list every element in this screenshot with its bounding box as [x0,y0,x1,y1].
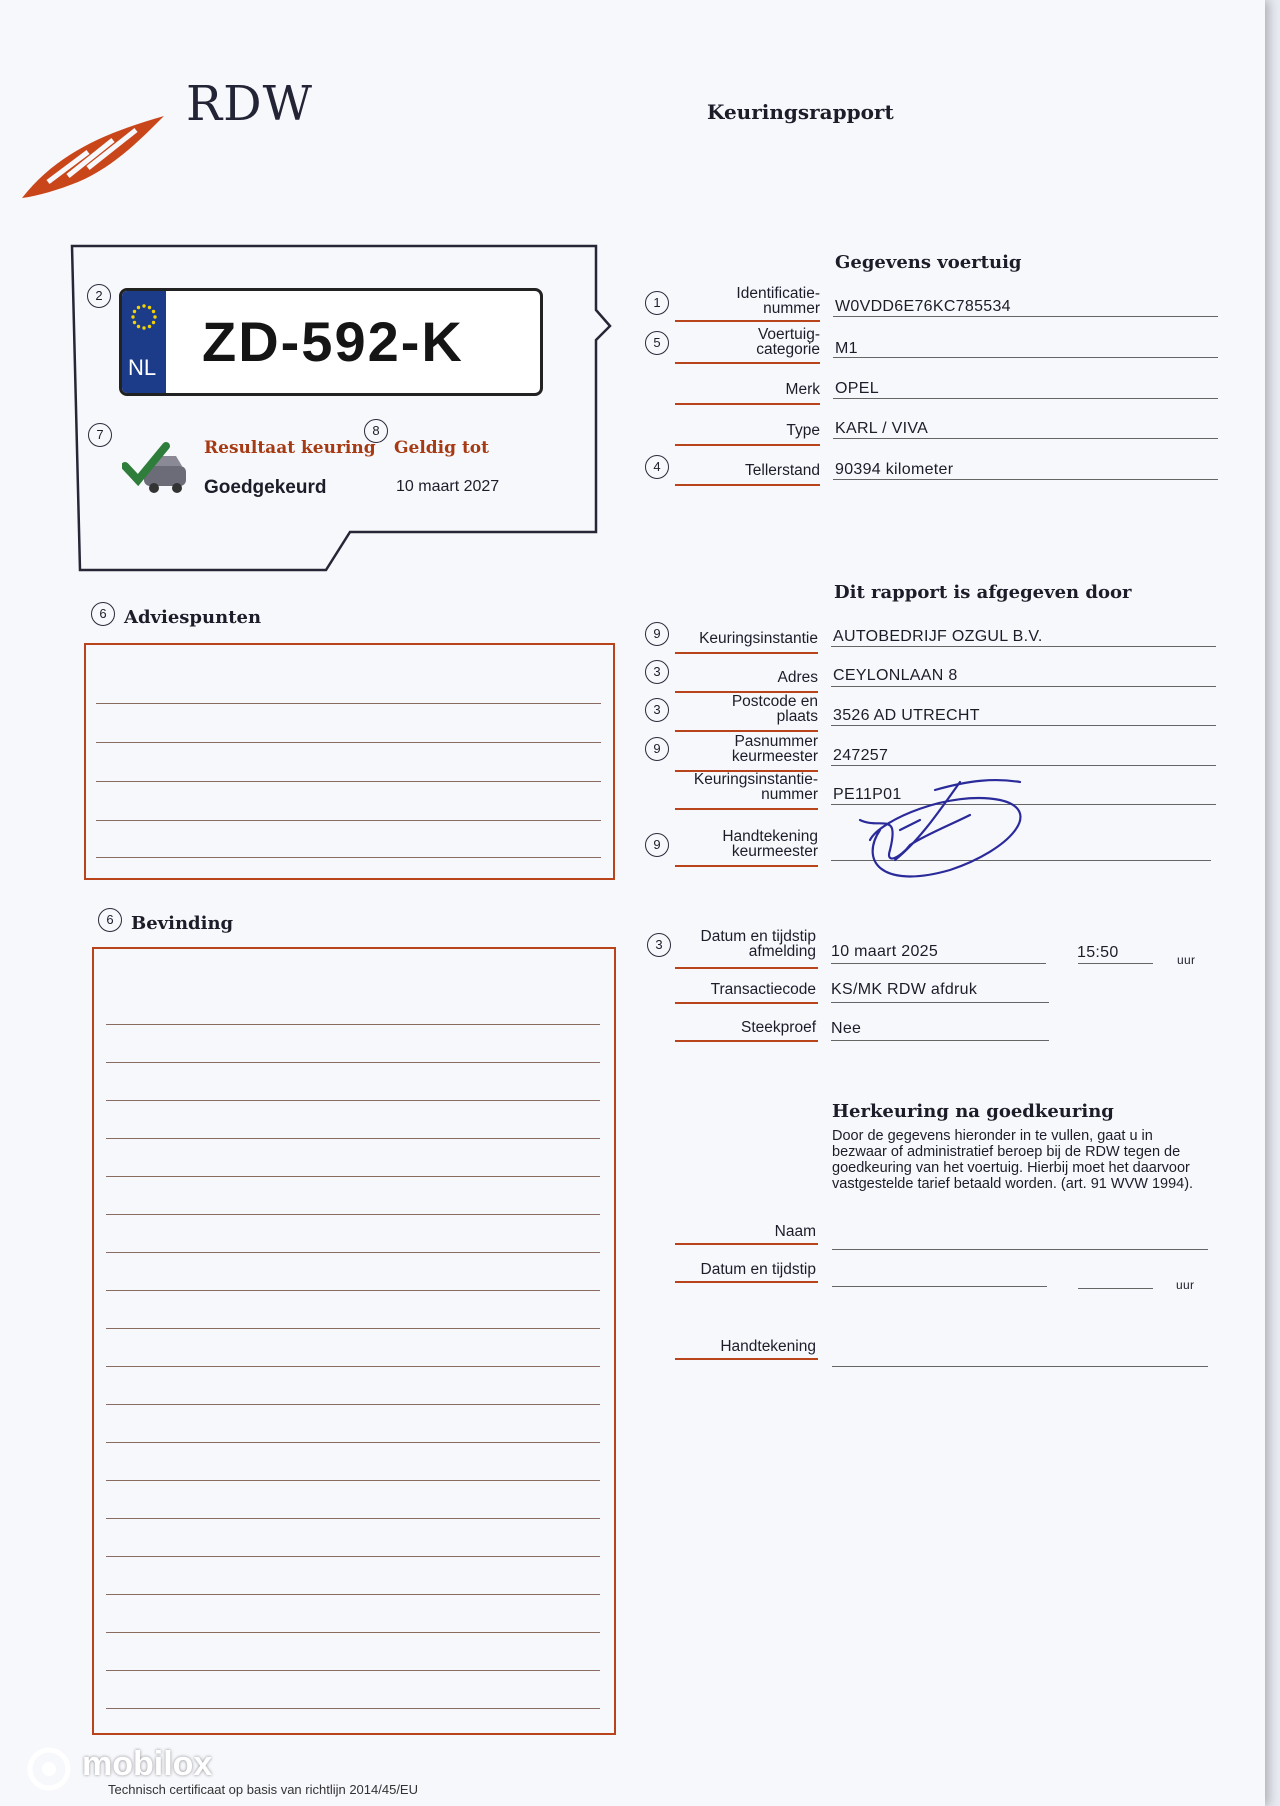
marker-advice: 6 [91,602,115,626]
registration-time-unit: uur [1177,953,1196,967]
registration-datetime-label-underline [675,967,818,969]
mobilox-logo-icon [26,1746,72,1792]
type-label-underline [675,444,820,446]
findings-line [106,1214,600,1215]
make-label-underline [675,403,820,405]
reinspection-time-unit: uur [1176,1278,1195,1292]
findings-line [106,1024,600,1025]
postcode-label: Postcode en plaats [731,693,818,725]
registration-time-value: 15:50 [1077,944,1119,961]
watermark-text: mobilox [82,1745,213,1783]
findings-title: Bevinding [131,913,234,934]
reinspection-datetime-label-underline [675,1281,818,1283]
reinspection-signature-underline[interactable] [832,1366,1208,1367]
reinspection-time-underline[interactable] [1078,1288,1153,1289]
category-value: M1 [835,340,858,357]
type-label: Type [786,422,820,439]
findings-line [106,1442,600,1443]
rdw-leaf-logo-icon [18,112,168,202]
marker-signature: 9 [645,833,669,857]
postcode-label-underline [675,730,818,732]
odometer-value: 90394 kilometer [835,461,954,478]
vin-label: Identificatie- nummer [736,285,820,317]
marker-valid: 8 [364,419,388,443]
advice-box [84,643,615,880]
make-value: OPEL [835,380,879,397]
advice-line [96,703,601,704]
advice-line [96,781,601,782]
make-value-underline [833,398,1218,399]
result-value: Goedgekeurd [204,477,327,498]
vin-value-underline [833,316,1218,317]
address-label: Adres [777,669,818,686]
footer-text: Technisch certificaat op basis van richtlijn 2014/45/EU [108,1782,418,1797]
postcode-value: 3526 AD UTRECHT [833,707,980,724]
registration-time-underline [1078,963,1153,964]
findings-line [106,1252,600,1253]
transaction-label: Transactiecode [710,981,816,998]
inspection-station-value: AUTOBEDRIJF OZGUL B.V. [833,628,1043,645]
registration-datetime-label: Datum en tijdstip afmelding [700,928,816,960]
findings-box [92,947,616,1735]
marker-inspection-station: 9 [645,622,669,646]
category-value-underline [833,357,1218,358]
pass-number-value-underline [831,765,1216,766]
sample-label-underline [675,1040,818,1042]
address-value: CEYLONLAAN 8 [833,667,958,684]
marker-postcode: 3 [645,698,669,722]
marker-plate: 2 [87,284,111,308]
marker-findings: 6 [98,908,122,932]
vin-label-underline [675,320,820,322]
marker-odometer: 4 [645,455,669,479]
transaction-value-underline [831,1002,1049,1003]
reinspection-signature-label: Handtekening [720,1338,816,1355]
station-number-value: PE11P01 [833,786,902,803]
type-value: KARL / VIVA [835,420,929,437]
category-label: Voertuig- categorie [756,326,820,358]
issuer-title: Dit rapport is afgegeven door [834,582,1132,603]
eu-stars-icon [130,303,158,331]
registration-date-underline [831,963,1046,964]
findings-line [106,1594,600,1595]
station-number-label-underline [675,808,818,810]
logo-text: RDW [186,76,313,132]
result-label: Resultaat keuring [204,438,376,458]
valid-until-value: 10 maart 2027 [396,478,500,495]
advice-line [96,820,601,821]
category-label-underline [675,362,820,364]
marker-address: 3 [645,660,669,684]
reinspection-title: Herkeuring na goedkeuring [832,1101,1114,1122]
findings-line [106,1404,600,1405]
sample-value-underline [831,1040,1049,1041]
pass-number-value: 247257 [833,747,889,764]
advice-line [96,742,601,743]
advice-line [96,857,601,858]
findings-line [106,1290,600,1291]
marker-category: 5 [645,331,669,355]
vehicle-data-title: Gegevens voertuig [835,252,1022,273]
plate-country: NL [128,355,157,380]
approved-car-check-icon [122,440,194,500]
signature-label-underline [675,865,818,867]
plate-number: ZD-592-K [202,310,464,373]
reinspection-text: Door de gegevens hieronder in te vullen, gaat u in bezwaar of administratief beroep bij de RDW tegen de goedkeuring van het voertuig. Hierbij moet het daarvoor vastgestelde tarief betaald worden. (art. 91 WVW 1994). [832,1128,1194,1192]
advice-title: Adviespunten [124,607,262,628]
station-number-label: Keuringsinstantie- nummer [693,771,818,803]
odometer-label-underline [675,484,820,486]
findings-line [106,1708,600,1709]
inspection-station-value-underline [831,646,1216,647]
sample-value: Nee [831,1020,862,1037]
make-label: Merk [785,381,820,398]
valid-until-label: Geldig tot [394,438,489,458]
inspection-station-label: Keuringsinstantie [699,630,818,647]
eu-flag-strip [122,291,166,393]
inspector-signature [840,770,1040,885]
findings-line [106,1366,600,1367]
pass-number-label: Pasnummer keurmeester [731,733,818,765]
marker-pass-number: 9 [645,737,669,761]
findings-line [106,1100,600,1101]
transaction-label-underline [675,1002,818,1004]
transaction-value: KS/MK RDW afdruk [831,981,978,998]
address-value-underline [831,686,1216,687]
marker-result: 7 [88,423,112,447]
vin-value: W0VDD6E76KC785534 [835,298,1011,315]
marker-vin: 1 [645,291,669,315]
sample-label: Steekproef [741,1019,816,1036]
reinspection-signature-label-underline [675,1358,818,1360]
findings-line [106,1518,600,1519]
inspection-station-label-underline [675,652,818,654]
type-value-underline [833,438,1218,439]
findings-line [106,1328,600,1329]
signature-label: Handtekening keurmeester [722,828,818,860]
reinspection-datetime-label: Datum en tijdstip [700,1261,816,1278]
reinspection-name-label: Naam [774,1223,816,1240]
findings-line [106,1138,600,1139]
document-title: Keuringsrapport [707,100,894,124]
odometer-label: Tellerstand [745,462,820,479]
findings-line [106,1062,600,1063]
findings-line [106,1480,600,1481]
findings-line [106,1176,600,1177]
reinspection-name-underline[interactable] [832,1249,1208,1250]
odometer-value-underline [833,479,1218,480]
reinspection-date-underline[interactable] [832,1286,1047,1287]
findings-line [106,1632,600,1633]
license-plate [119,288,543,396]
postcode-value-underline [831,725,1216,726]
registration-date-value: 10 maart 2025 [831,943,939,960]
marker-registration: 3 [647,933,671,957]
findings-line [106,1556,600,1557]
reinspection-name-label-underline [675,1243,818,1245]
findings-line [106,1670,600,1671]
